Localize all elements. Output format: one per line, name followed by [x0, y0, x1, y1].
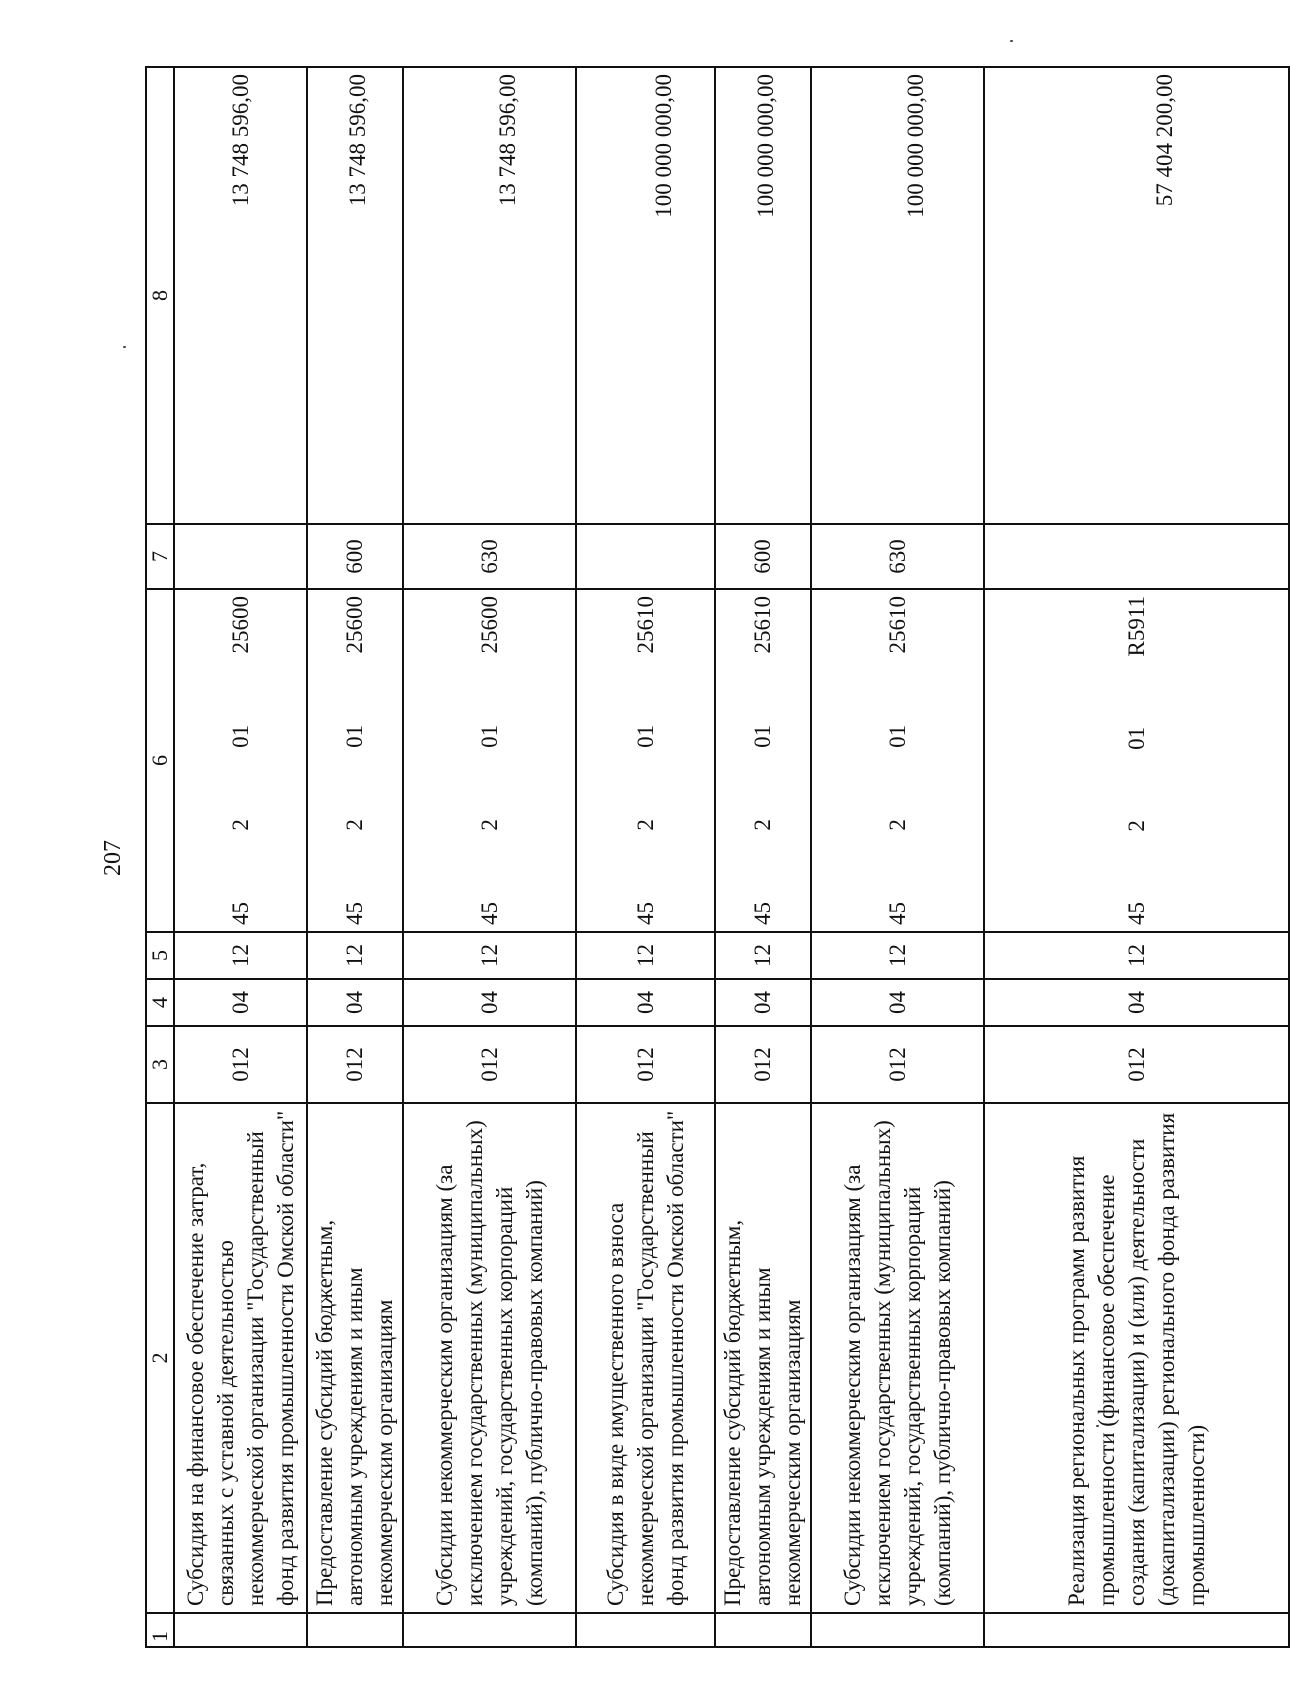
target-article-part: 2	[632, 819, 658, 831]
row-number-cell	[403, 1613, 576, 1647]
target-article-part: 25610	[632, 596, 658, 654]
header-row	[146, 67, 174, 1647]
target-article-part: 25610	[750, 596, 775, 654]
row-number-cell	[811, 1613, 984, 1647]
expense-name-cell: Субсидия на финансовое обеспечение затрат, связанных с уставной деятельностью некоммерческой организации "Государственный фонд развития промышленности Омской области"	[174, 1103, 307, 1613]
section-code-cell: 04	[984, 979, 1289, 1026]
row-number-cell	[576, 1613, 715, 1647]
expense-name-cell: Реализация региональных программ развития промышленности (финансовое обеспечение создания (капитализации) и (или) деятельности (докапитализации) регионального фонда развития промышленности)	[984, 1103, 1289, 1613]
target-article-part: 45	[227, 902, 253, 925]
target-article-parts	[631, 596, 661, 925]
table-row	[307, 67, 403, 1647]
header-cell-1: 1	[146, 1613, 174, 1647]
amount-cell: 57 404 200,00	[984, 67, 1289, 524]
subsection-code-cell: 12	[174, 932, 307, 979]
target-article-cell	[811, 589, 984, 932]
amount-cell: 100 000 000,00	[811, 67, 984, 524]
target-article-part: 25610	[884, 596, 910, 654]
subsection-code-cell: 12	[715, 932, 811, 979]
target-article-part: 2	[884, 819, 910, 831]
section-code-cell: 04	[307, 979, 403, 1026]
admin-code-cell: 012	[984, 1026, 1289, 1103]
target-article-part: 01	[227, 724, 253, 748]
admin-code-cell: 012	[576, 1026, 715, 1103]
amount-cell: 100 000 000,00	[576, 67, 715, 524]
target-article-part: 45	[884, 902, 910, 925]
target-article-part: R5911	[1123, 596, 1149, 657]
target-article-part: 25600	[342, 596, 367, 654]
rotated-table-wrapper	[145, 68, 1209, 1648]
scan-speck	[123, 346, 126, 348]
target-article-part: 45	[476, 902, 502, 925]
admin-code-cell: 012	[715, 1026, 811, 1103]
amount-cell: 13 748 596,00	[174, 67, 307, 524]
admin-code-cell: 012	[174, 1026, 307, 1103]
header-cell-8: 8	[146, 67, 174, 524]
subsection-code-cell: 12	[403, 932, 576, 979]
subsection-code-cell: 12	[307, 932, 403, 979]
expense-type-cell	[576, 524, 715, 589]
target-article-parts	[475, 596, 505, 925]
target-article-cell	[174, 589, 307, 932]
target-article-part: 45	[1123, 902, 1149, 925]
admin-code-cell: 012	[307, 1026, 403, 1103]
target-article-parts	[1122, 596, 1152, 925]
expense-type-cell: 630	[811, 524, 984, 589]
target-article-part: 01	[1123, 726, 1149, 750]
target-article-part: 2	[1123, 820, 1149, 832]
expense-name-cell: Субсидии некоммерческим организациям (за исключением государственных (муниципальных) учреждений, государственных корпораций (компаний), публично-правовых компаний)	[403, 1103, 576, 1613]
table-row	[811, 67, 984, 1647]
section-code-cell: 04	[811, 979, 984, 1026]
budget-table	[145, 66, 1290, 1648]
target-article-part: 01	[342, 724, 367, 748]
expense-type-cell	[984, 524, 1289, 589]
subsection-code-cell: 12	[811, 932, 984, 979]
target-article-parts	[883, 596, 913, 925]
target-article-cell	[715, 589, 811, 932]
amount-cell: 13 748 596,00	[403, 67, 576, 524]
table-body	[146, 67, 1289, 1647]
subsection-code-cell: 12	[576, 932, 715, 979]
expense-type-cell: 600	[715, 524, 811, 589]
section-code-cell: 04	[403, 979, 576, 1026]
target-article-part: 01	[632, 724, 658, 748]
header-cell-5: 5	[146, 932, 174, 979]
header-cell-2: 2	[146, 1103, 174, 1613]
scan-speck	[1010, 40, 1013, 42]
expense-type-cell: 600	[307, 524, 403, 589]
table-stage	[145, 68, 1209, 1648]
row-number-cell	[307, 1613, 403, 1647]
expense-name-cell: Субсидия в виде имущественного взноса некоммерческой организации "Государственный фонд развития промышленности Омской области"	[576, 1103, 715, 1613]
expense-name-cell: Субсидии некоммерческим организациям (за исключением государственных (муниципальных) учреждений, государственных корпораций (компаний), публично-правовых компаний)	[811, 1103, 984, 1613]
expense-name-cell: Предоставление субсидий бюджетным, автономным учреждениям и иным некоммерческим организациям	[307, 1103, 403, 1613]
row-number-cell	[984, 1613, 1289, 1647]
target-article-part: 01	[476, 724, 502, 748]
header-cell-6: 6	[146, 589, 174, 932]
target-article-part: 45	[632, 902, 658, 925]
target-article-cell	[984, 589, 1289, 932]
section-code-cell: 04	[715, 979, 811, 1026]
target-article-parts	[226, 596, 256, 925]
target-article-part: 45	[342, 902, 367, 925]
expense-type-cell	[174, 524, 307, 589]
target-article-part: 45	[750, 902, 775, 925]
table-row	[576, 67, 715, 1647]
header-cell-7: 7	[146, 524, 174, 589]
row-number-cell	[715, 1613, 811, 1647]
target-article-part: 01	[750, 724, 775, 748]
section-code-cell: 04	[174, 979, 307, 1026]
admin-code-cell: 012	[403, 1026, 576, 1103]
amount-cell: 100 000 000,00	[715, 67, 811, 524]
target-article-part: 25600	[476, 596, 502, 654]
target-article-part: 2	[227, 819, 253, 831]
target-article-parts	[748, 596, 778, 925]
target-article-parts	[340, 596, 370, 925]
expense-type-cell: 630	[403, 524, 576, 589]
target-article-part: 01	[884, 724, 910, 748]
admin-code-cell: 012	[811, 1026, 984, 1103]
page-number: 207	[100, 840, 126, 876]
target-article-part: 2	[476, 819, 502, 831]
amount-cell: 13 748 596,00	[307, 67, 403, 524]
target-article-cell	[403, 589, 576, 932]
target-article-part: 25600	[227, 596, 253, 654]
target-article-part: 2	[750, 819, 775, 831]
table-row	[403, 67, 576, 1647]
subsection-code-cell: 12	[984, 932, 1289, 979]
target-article-cell	[307, 589, 403, 932]
target-article-cell	[576, 589, 715, 932]
target-article-part: 2	[342, 819, 367, 831]
table-row	[174, 67, 307, 1647]
section-code-cell: 04	[576, 979, 715, 1026]
row-number-cell	[174, 1613, 307, 1647]
table-row	[715, 67, 811, 1647]
table-row	[984, 67, 1289, 1647]
header-cell-4: 4	[146, 979, 174, 1026]
header-cell-3: 3	[146, 1026, 174, 1103]
expense-name-cell: Предоставление субсидий бюджетным, автономным учреждениям и иным некоммерческим организациям	[715, 1103, 811, 1613]
